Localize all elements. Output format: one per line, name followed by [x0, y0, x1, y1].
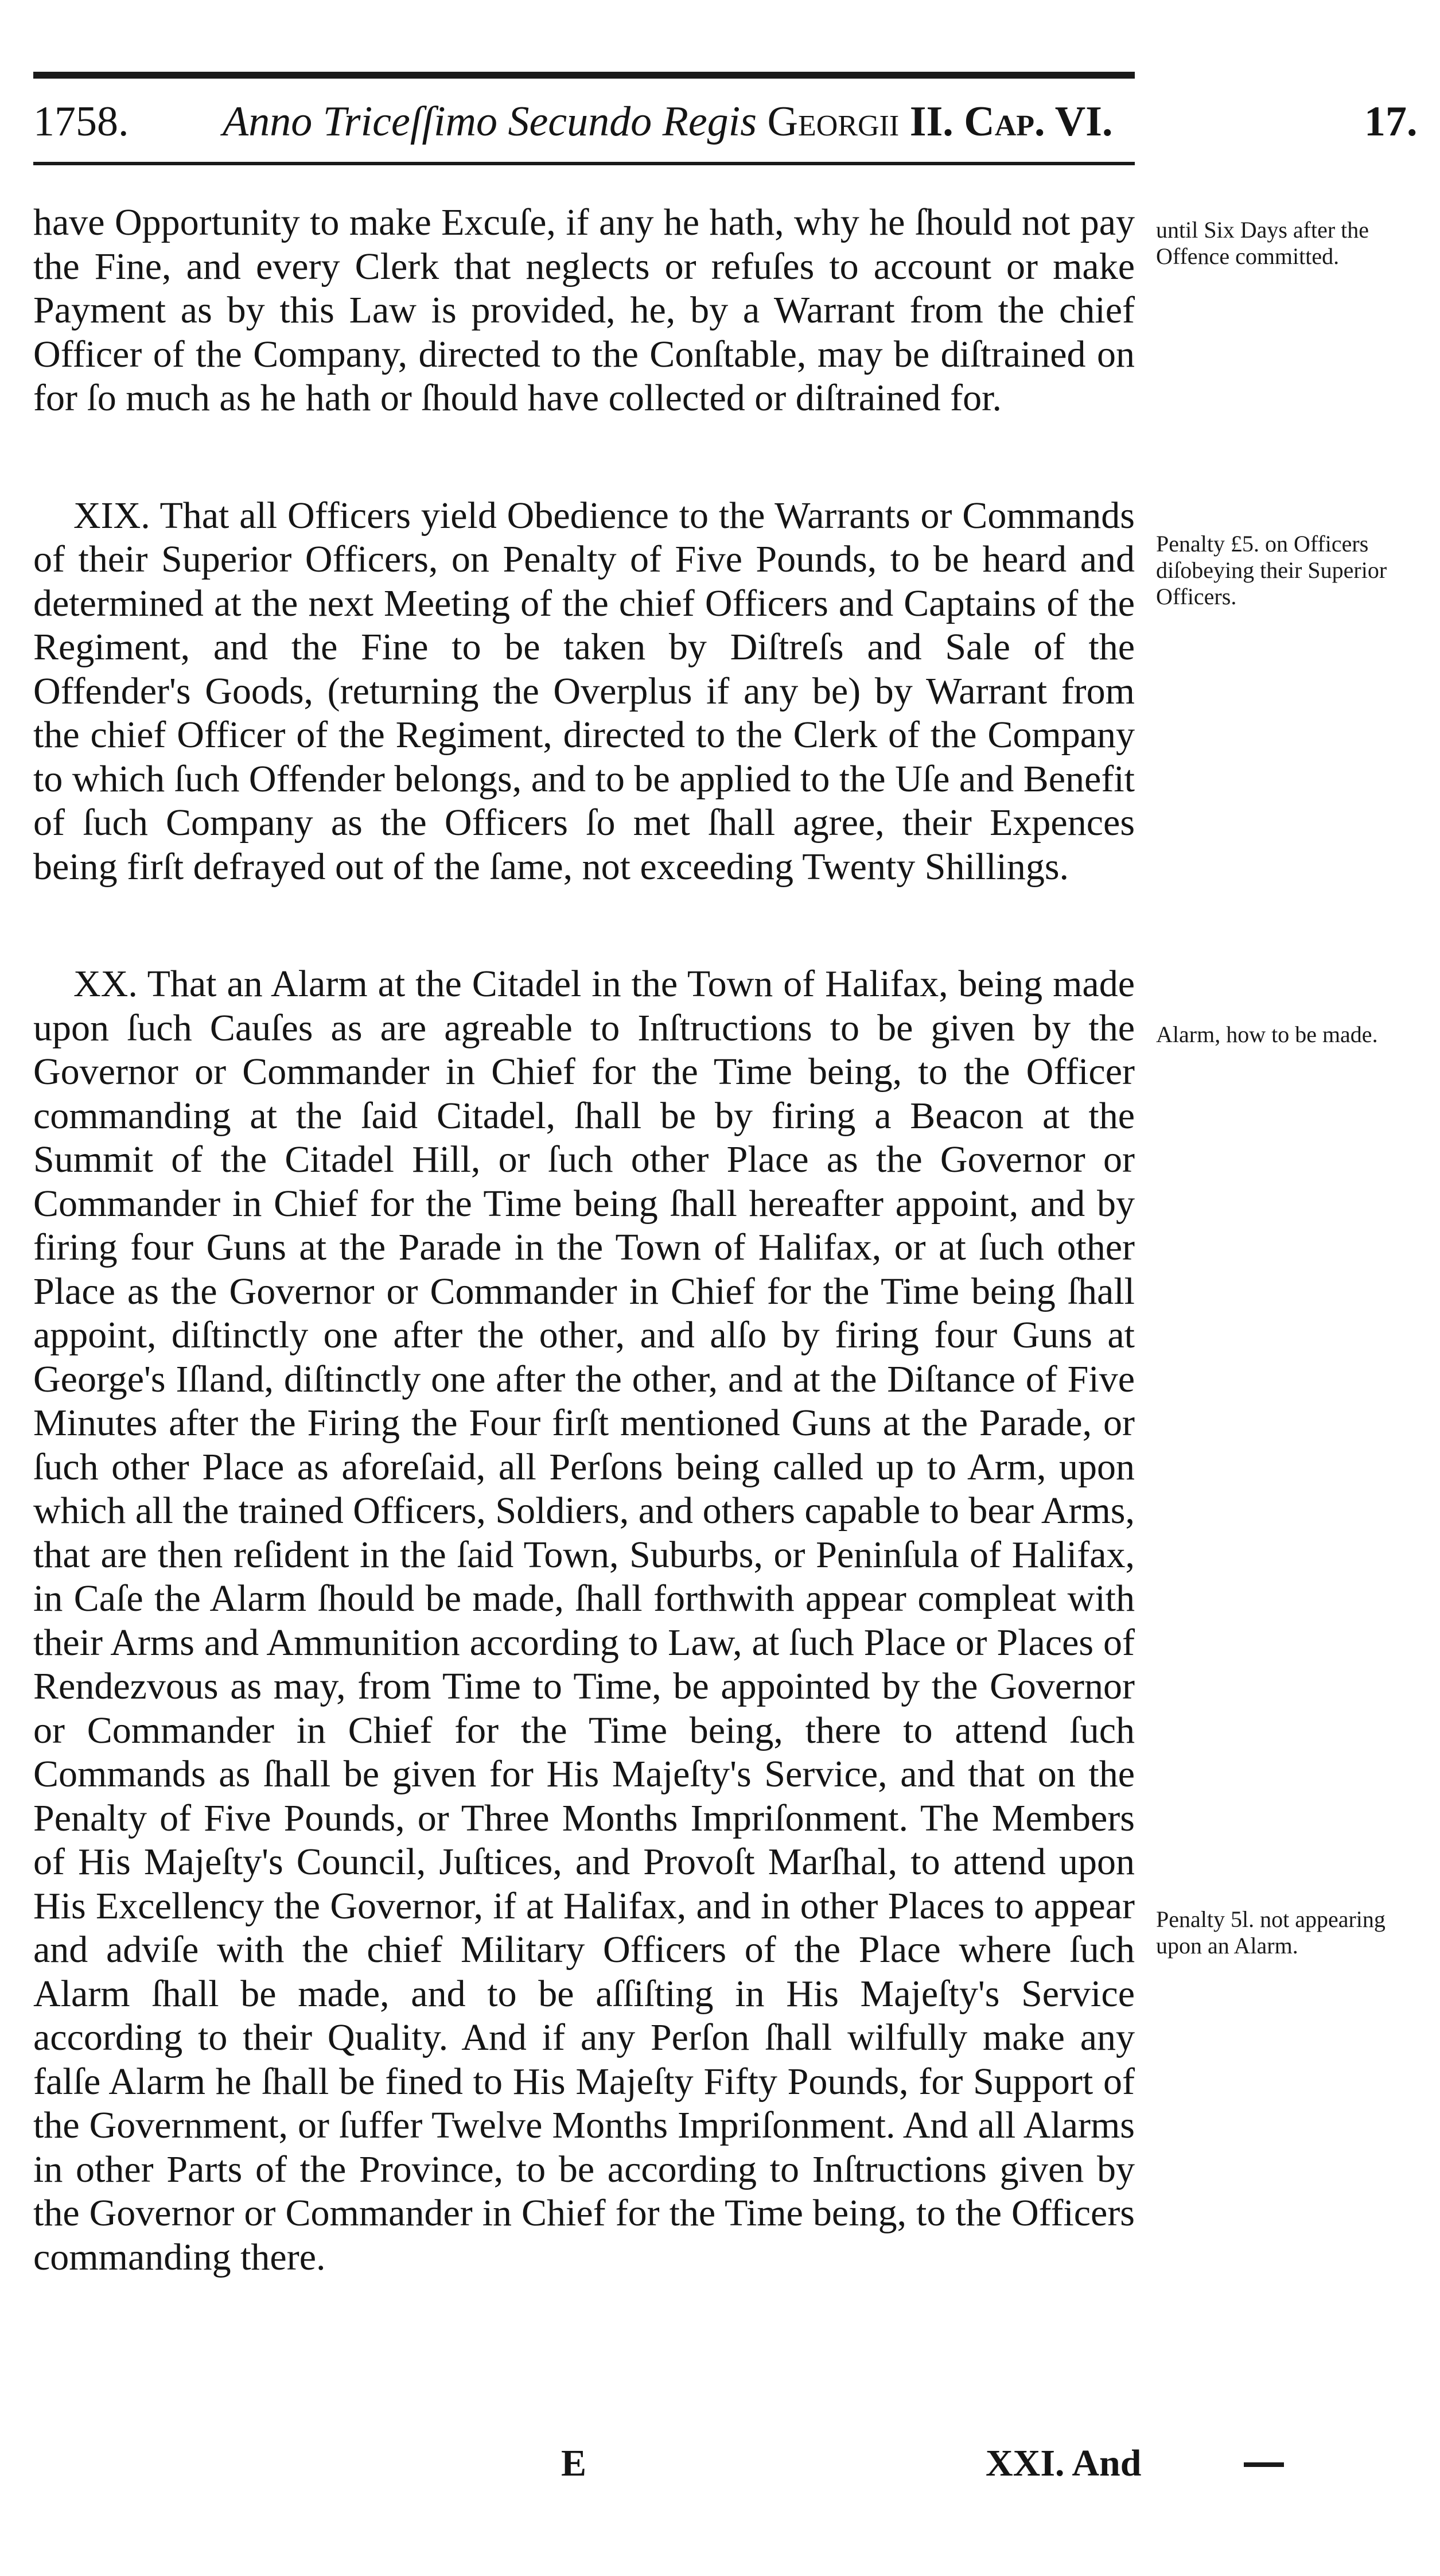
margin-note-alarm-how-made: Alarm, how to be made. — [1156, 1021, 1378, 1047]
footer-dash — [1244, 2462, 1284, 2467]
margin-note-six-days: until Six Days after the Offence committed. — [1156, 217, 1369, 269]
page-number: 17. — [1364, 98, 1418, 145]
paragraph-section-xix: XIX. That all Officers yield Obedience to the Warrants or Commands of their Superior Officers, on Penalty of Five Pounds, to be heard and determined at the next Meeting of the chief Officers and Captains of the Regiment, and the Fine to be taken by Diſtreſs and Sale of the Offender's Goods, (returning the Overplus if any be) by Warrant from the chief Officer of the Regiment, directed to the Clerk of the Company to which ſuch Offender belongs, and to be applied to the Uſe and Benefit of ſuch Company as the Officers ſo met ſhall agree, their Expences being firſt defrayed out of the ſame, not exceeding Twenty Shillings. — [33, 494, 1135, 888]
header-rule-under — [33, 162, 1135, 165]
paragraph-section-xx: XX. That an Alarm at the Citadel in the Town of Halifax, being made upon ſuch Cauſes as are agreable to Inſtructions to be given by the Governor or Commander in Chief for the Time being, to the Officer commanding at the ſaid Citadel, ſhall be by firing a Beacon at the Summit of the Citadel Hill, or ſuch other Place as the Governor or Commander in Chief for the Time being ſhall hereafter appoint, and by firing four Guns at the Parade in the Town of Halifax, or at ſuch other Place as the Governor or Commander in Chief for the Time being ſhall appoint, diſtinctly one after the other, and alſo by firing four Guns at George's Iſland, diſtinctly one after the other, and at the Diſtance of Five Minutes after the Firing the Four firſt mentioned Guns at the Parade, or ſuch other Place as aforeſaid, all Perſons being called up to Arm, upon which all the trained Officers, Soldiers, and others capable to bear Arms, that are then reſident in the ſaid Town, Suburbs, or Peninſula of Halifax, in Caſe the Alarm ſhould be made, ſhall forthwith appear compleat with their Arms and Ammunition according to Law, at ſuch Place or Places of Rendezvous as may, from Time to Time, be appointed by the Governor or Commander in Chief for the Time being, there to attend ſuch Commands as ſhall be given for His Majeſty's Service, and that on the Penalty of Five Pounds, or Three Months Impriſonment. The Members of His Majeſty's Council, Juſtices, and Provoſt Marſhal, to attend upon His Excellency the Governor, if at Halifax, and in other Places to appear and adviſe with the chief Military Officers of the Place where ſuch Alarm ſhall be made, and to be aſſiſting in His Majeſty's Service according to their Quality. And if any Perſon ſhall wilfully make any falſe Alarm he ſhall be fined to His Majeſty Fifty Pounds, for Support of the Government, or ſuffer Twelve Months Impriſonment. And all Alarms in other Parts of the Province, to be according to Inſtructions given by the Governor or Commander in Chief for the Time being, to the Officers commanding there. — [33, 963, 1135, 2278]
header-title-anno: Anno Triceſſimo Secundo Regis — [223, 98, 757, 145]
header-title — [223, 98, 1112, 146]
signature-mark: E — [561, 2442, 587, 2484]
catchword: XXI. And — [986, 2442, 1142, 2484]
page-footer — [33, 2442, 1416, 2493]
running-header — [33, 92, 1416, 155]
main-text-column — [33, 201, 1135, 2353]
header-title-georgii: Georgii — [767, 98, 900, 145]
margin-note-penalty-alarm: Penalty 5l. not appearing upon an Alarm. — [1156, 1906, 1385, 1959]
header-rule-top — [33, 72, 1135, 79]
header-year: 1758. — [33, 98, 129, 145]
margin-note-penalty-officers: Penalty £5. on Officers diſobeying their Superior Officers. — [1156, 531, 1387, 609]
paragraph-continuation: have Opportunity to make Excuſe, if any he hath, why he ſhould not pay the Fine, and every Clerk that neglects or refuſes to account or make Payment as by this Law is provided, he, by a Warrant from the chief Officer of the Company, directed to the Conſtable, may be diſtrained on for ſo much as he hath or ſhould have collected or diſtrained for. — [33, 201, 1135, 419]
header-title-cap: II. Cap. VI. — [909, 98, 1113, 145]
